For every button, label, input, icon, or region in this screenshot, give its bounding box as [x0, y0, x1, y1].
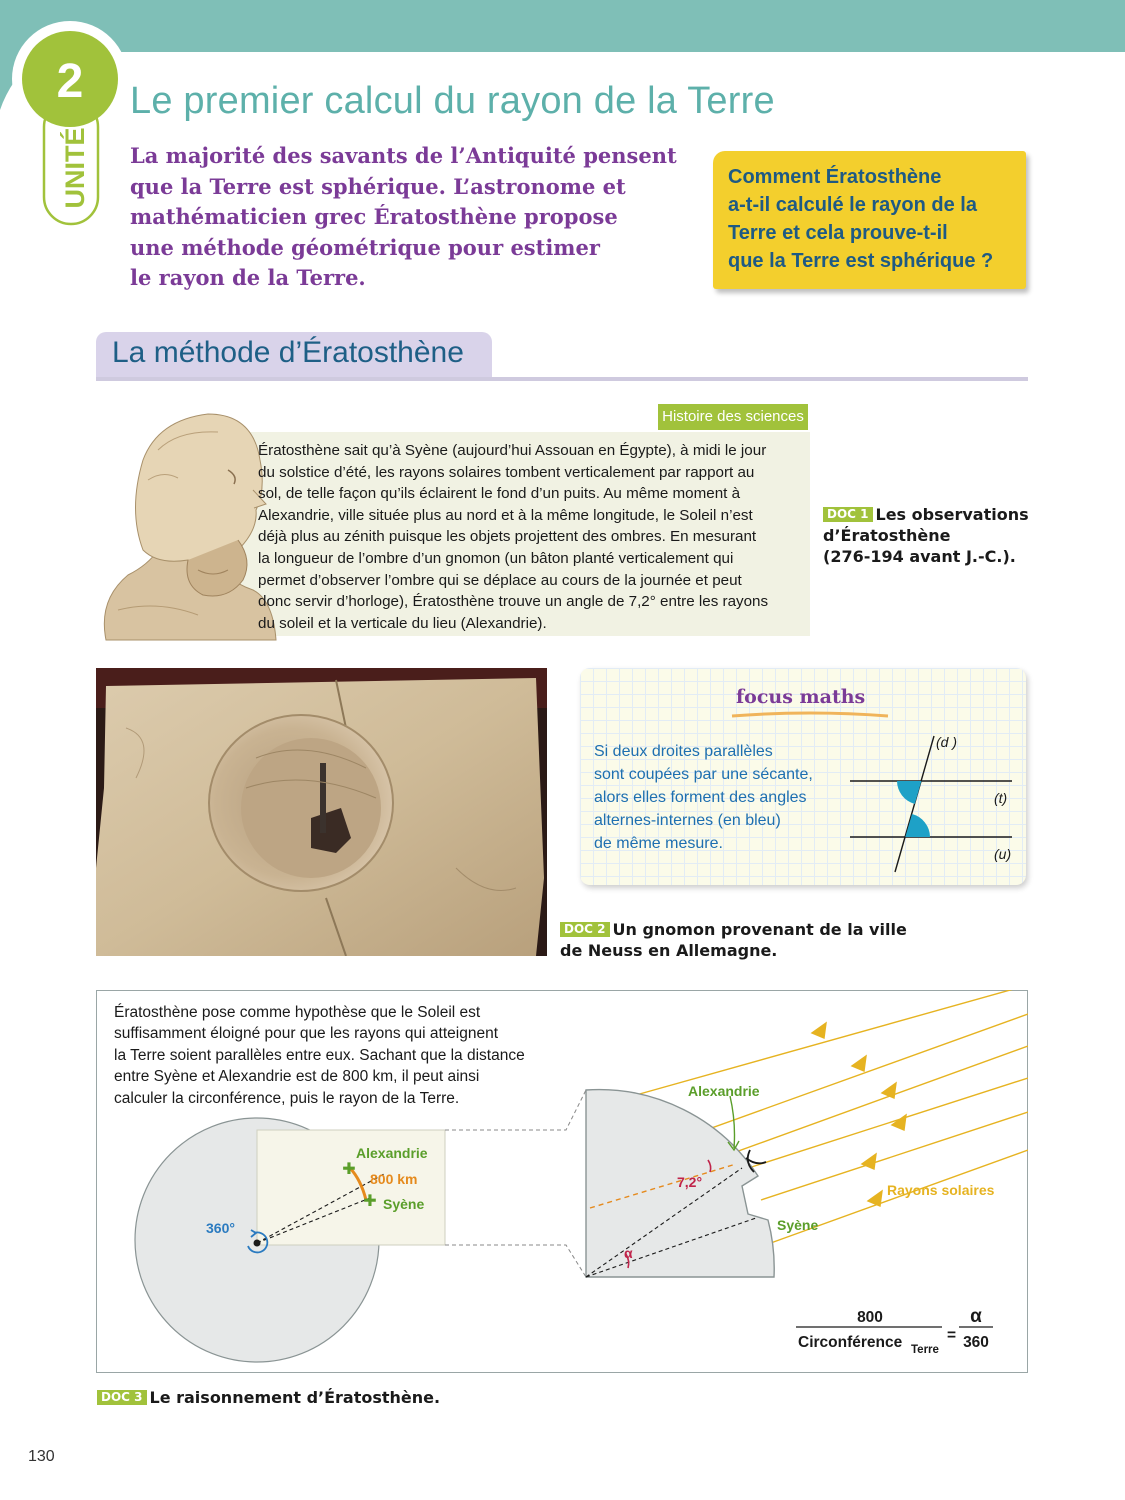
doc1-caption-line: d’Ératosthène: [823, 526, 951, 545]
formula-equals: =: [947, 1327, 957, 1344]
formula-num-right: α: [970, 1306, 982, 1327]
header-band: [0, 0, 1125, 52]
focus-line: alternes-internes (en bleu): [594, 812, 781, 829]
formula: [796, 1306, 993, 1356]
doc3-line: calculer la circonférence, puis le rayon de la Terre.: [114, 1089, 460, 1107]
angle-top: [897, 781, 921, 804]
earth-center: [254, 1240, 261, 1247]
large-label-alpha: α: [624, 1245, 633, 1261]
intro-paragraph: [130, 141, 690, 294]
doc3-tag: DOC 3: [97, 1390, 147, 1405]
doc1-caption: [823, 504, 1033, 567]
small-label-alexandrie: Alexandrie: [356, 1145, 428, 1161]
focus-paragraph: [594, 740, 844, 855]
doc3-diagram: [96, 990, 1028, 1373]
doc1-line: Ératosthène sait qu’à Syène (aujourd’hui Assouan en Égypte), à midi le jour: [258, 442, 767, 459]
small-label-angle: 360°: [206, 1220, 235, 1236]
formula-den-left: Circonférence: [798, 1334, 903, 1351]
doc1-caption-line: Les observations: [875, 505, 1029, 524]
label-rayons-solaires: Rayons solaires: [887, 1182, 995, 1198]
section-title: La méthode d’Ératosthène: [112, 336, 464, 369]
section-rule: [96, 377, 1028, 381]
parallel-lines-figure: [840, 728, 1020, 878]
doc2-tag: DOC 2: [560, 922, 610, 937]
angle-bottom: [905, 814, 930, 837]
doc3-caption-text: Le raisonnement d’Ératosthène.: [149, 1388, 441, 1407]
large-label-syene: Syène: [777, 1217, 819, 1233]
page-number: 130: [28, 1448, 55, 1465]
question-box: [713, 151, 1026, 289]
formula-den-sub: Terre: [911, 1344, 939, 1356]
connector-top: [445, 1090, 586, 1130]
focus-title: focus maths: [736, 686, 866, 708]
small-label-distance: 800 km: [370, 1171, 418, 1187]
focus-line: alors elles forment des angles: [594, 789, 807, 806]
doc3-line: entre Syène et Alexandrie est de 800 km, il peut ainsi: [114, 1068, 480, 1086]
intro-line: mathématicien grec Ératosthène propose: [130, 204, 618, 229]
focus-underline: [730, 708, 890, 722]
question-line: Comment Ératosthène: [728, 166, 942, 188]
cross-alexandrie-icon: ✚: [342, 1159, 356, 1178]
doc3-caption: [97, 1387, 597, 1408]
doc1-line: sol, de telle façon qu’ils éclairent le fond d’un puits. Au même moment à: [258, 485, 741, 503]
intro-line: une méthode géométrique pour estimer: [130, 234, 600, 260]
label-u: (u): [994, 846, 1012, 862]
unit-badge: [0, 0, 130, 240]
gnomon-photo: [96, 668, 547, 956]
doc3-line: la Terre soient parallèles entre eux. Sachant que la distance: [114, 1046, 525, 1064]
line-d: [895, 736, 934, 872]
doc2-caption: [560, 919, 960, 961]
doc2-caption-line: de Neuss en Allemagne.: [560, 941, 778, 960]
large-label-alexandrie: Alexandrie: [688, 1083, 760, 1099]
unit-label: UNITÉ: [60, 127, 90, 209]
formula-num-left: 800: [857, 1309, 883, 1326]
doc1-line: déjà plus au zénith puisque les objets projettent des ombres. En mesurant: [258, 528, 757, 546]
doc3-line: Ératosthène pose comme hypothèse que le Soleil est: [114, 1004, 481, 1021]
focus-line: de même mesure.: [594, 835, 723, 852]
eratosthenes-bust-image: [88, 400, 278, 645]
focus-line: sont coupées par une sécante,: [594, 766, 813, 783]
cross-syene-icon: ✚: [363, 1191, 377, 1210]
intro-line: le rayon de la Terre.: [130, 265, 366, 290]
label-d: (d ): [936, 734, 957, 750]
doc1-line: Alexandrie, ville située plus au nord et à la même longitude, le Soleil n’est: [258, 506, 753, 524]
doc1-tag: DOC 1: [823, 507, 873, 522]
doc1-line: donc servir d’horloge), Ératosthène trouve un angle de 7,2° entre les rayons: [258, 593, 769, 611]
question-line: que la Terre est sphérique ?: [728, 250, 994, 272]
history-tag: Histoire des sciences: [658, 404, 808, 430]
doc1-line: du solstice d’été, les rayons solaires tombent verticalement par rapport au: [258, 463, 755, 481]
page-title: Le premier calcul du rayon de la Terre: [130, 80, 775, 122]
question-line: Terre et cela prouve-t-il: [728, 222, 948, 244]
formula-den-right: 360: [963, 1334, 989, 1351]
large-label-angle: 7,2°: [677, 1174, 703, 1190]
doc2-caption-line: Un gnomon provenant de la ville: [612, 920, 907, 939]
doc1-line: du soleil et la verticale du lieu (Alexandrie).: [258, 614, 547, 632]
pointer-alexandrie: [730, 1096, 735, 1148]
question-line: a-t-il calculé le rayon de la: [728, 194, 977, 216]
doc1-line: la longueur de l’ombre d’un gnomon (un bâton planté verticalement qui: [258, 549, 734, 567]
intro-line: que la Terre est sphérique. L’astronome et: [130, 173, 626, 199]
small-label-syene: Syène: [383, 1196, 425, 1212]
doc1-paragraph: [258, 440, 804, 634]
doc1-line: permet d’observer l’ombre qui se déplace au cours de la journée et peut: [258, 571, 742, 589]
focus-line: Si deux droites parallèles: [594, 743, 773, 760]
intro-line: La majorité des savants de l’Antiquité pensent: [130, 143, 677, 168]
doc3-line: suffisamment éloigné pour que les rayons qui atteignent: [114, 1025, 499, 1043]
doc1-caption-line: (276-194 avant J.-C.).: [823, 547, 1016, 566]
connector-bottom: [445, 1245, 586, 1277]
label-t: (t): [994, 790, 1008, 806]
unit-number: 2: [56, 55, 84, 108]
